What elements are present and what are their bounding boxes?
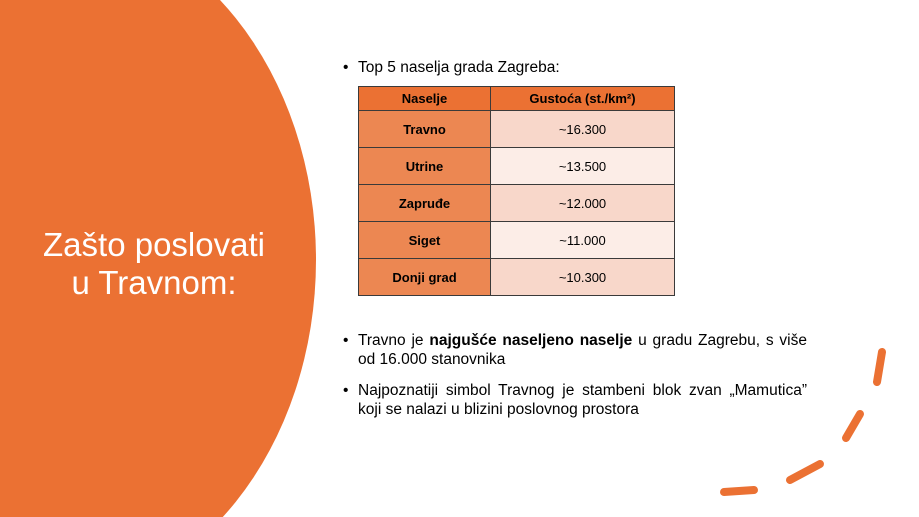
cell-naselje: Zapruđe xyxy=(359,185,491,222)
cell-naselje: Utrine xyxy=(359,148,491,185)
bullet-3-text: Najpoznatiji simbol Travnog je stambeni blok zvan „Mamutica” koji se nalazi u blizini poslovnog prostora xyxy=(358,382,807,418)
dash-1 xyxy=(877,352,882,382)
cell-gustoca: ~13.500 xyxy=(491,148,675,185)
slide-title xyxy=(18,226,290,302)
table-header-row xyxy=(359,87,675,111)
bullet-dot-icon: • xyxy=(343,332,349,349)
cell-gustoca: ~11.000 xyxy=(491,222,675,259)
bullet-2-before: Travno je xyxy=(358,332,430,349)
dash-2 xyxy=(846,414,860,438)
table-row xyxy=(359,222,675,259)
bullet-intro-text: Top 5 naselja grada Zagreba: xyxy=(358,59,560,76)
cell-gustoca: ~10.300 xyxy=(491,259,675,296)
table-row xyxy=(359,111,675,148)
header-gustoca: Gustoća (st./km²) xyxy=(491,87,675,111)
bullet-intro xyxy=(343,58,560,77)
bullet-2-after: u gradu Zagrebu, s više od 16.000 stanovnika xyxy=(358,332,807,368)
dashed-arc-decoration-icon xyxy=(700,330,919,517)
bullet-2-bold: najgušće naseljeno naselje xyxy=(429,332,633,349)
density-table xyxy=(358,86,675,296)
cell-gustoca: ~16.300 xyxy=(491,111,675,148)
bullet-dot-icon: • xyxy=(343,59,349,76)
bullet-dot-icon: • xyxy=(343,382,349,399)
cell-naselje: Siget xyxy=(359,222,491,259)
table-row xyxy=(359,259,675,296)
cell-gustoca: ~12.000 xyxy=(491,185,675,222)
header-naselje: Naselje xyxy=(359,87,491,111)
table-row xyxy=(359,148,675,185)
slide-title-line-2: u Travnom: xyxy=(71,264,237,301)
dash-4 xyxy=(724,490,754,492)
cell-naselje: Travno xyxy=(359,111,491,148)
table-row xyxy=(359,185,675,222)
slide-title-line-1: Zašto poslovati xyxy=(43,226,265,263)
cell-naselje: Donji grad xyxy=(359,259,491,296)
dash-3 xyxy=(790,464,820,480)
